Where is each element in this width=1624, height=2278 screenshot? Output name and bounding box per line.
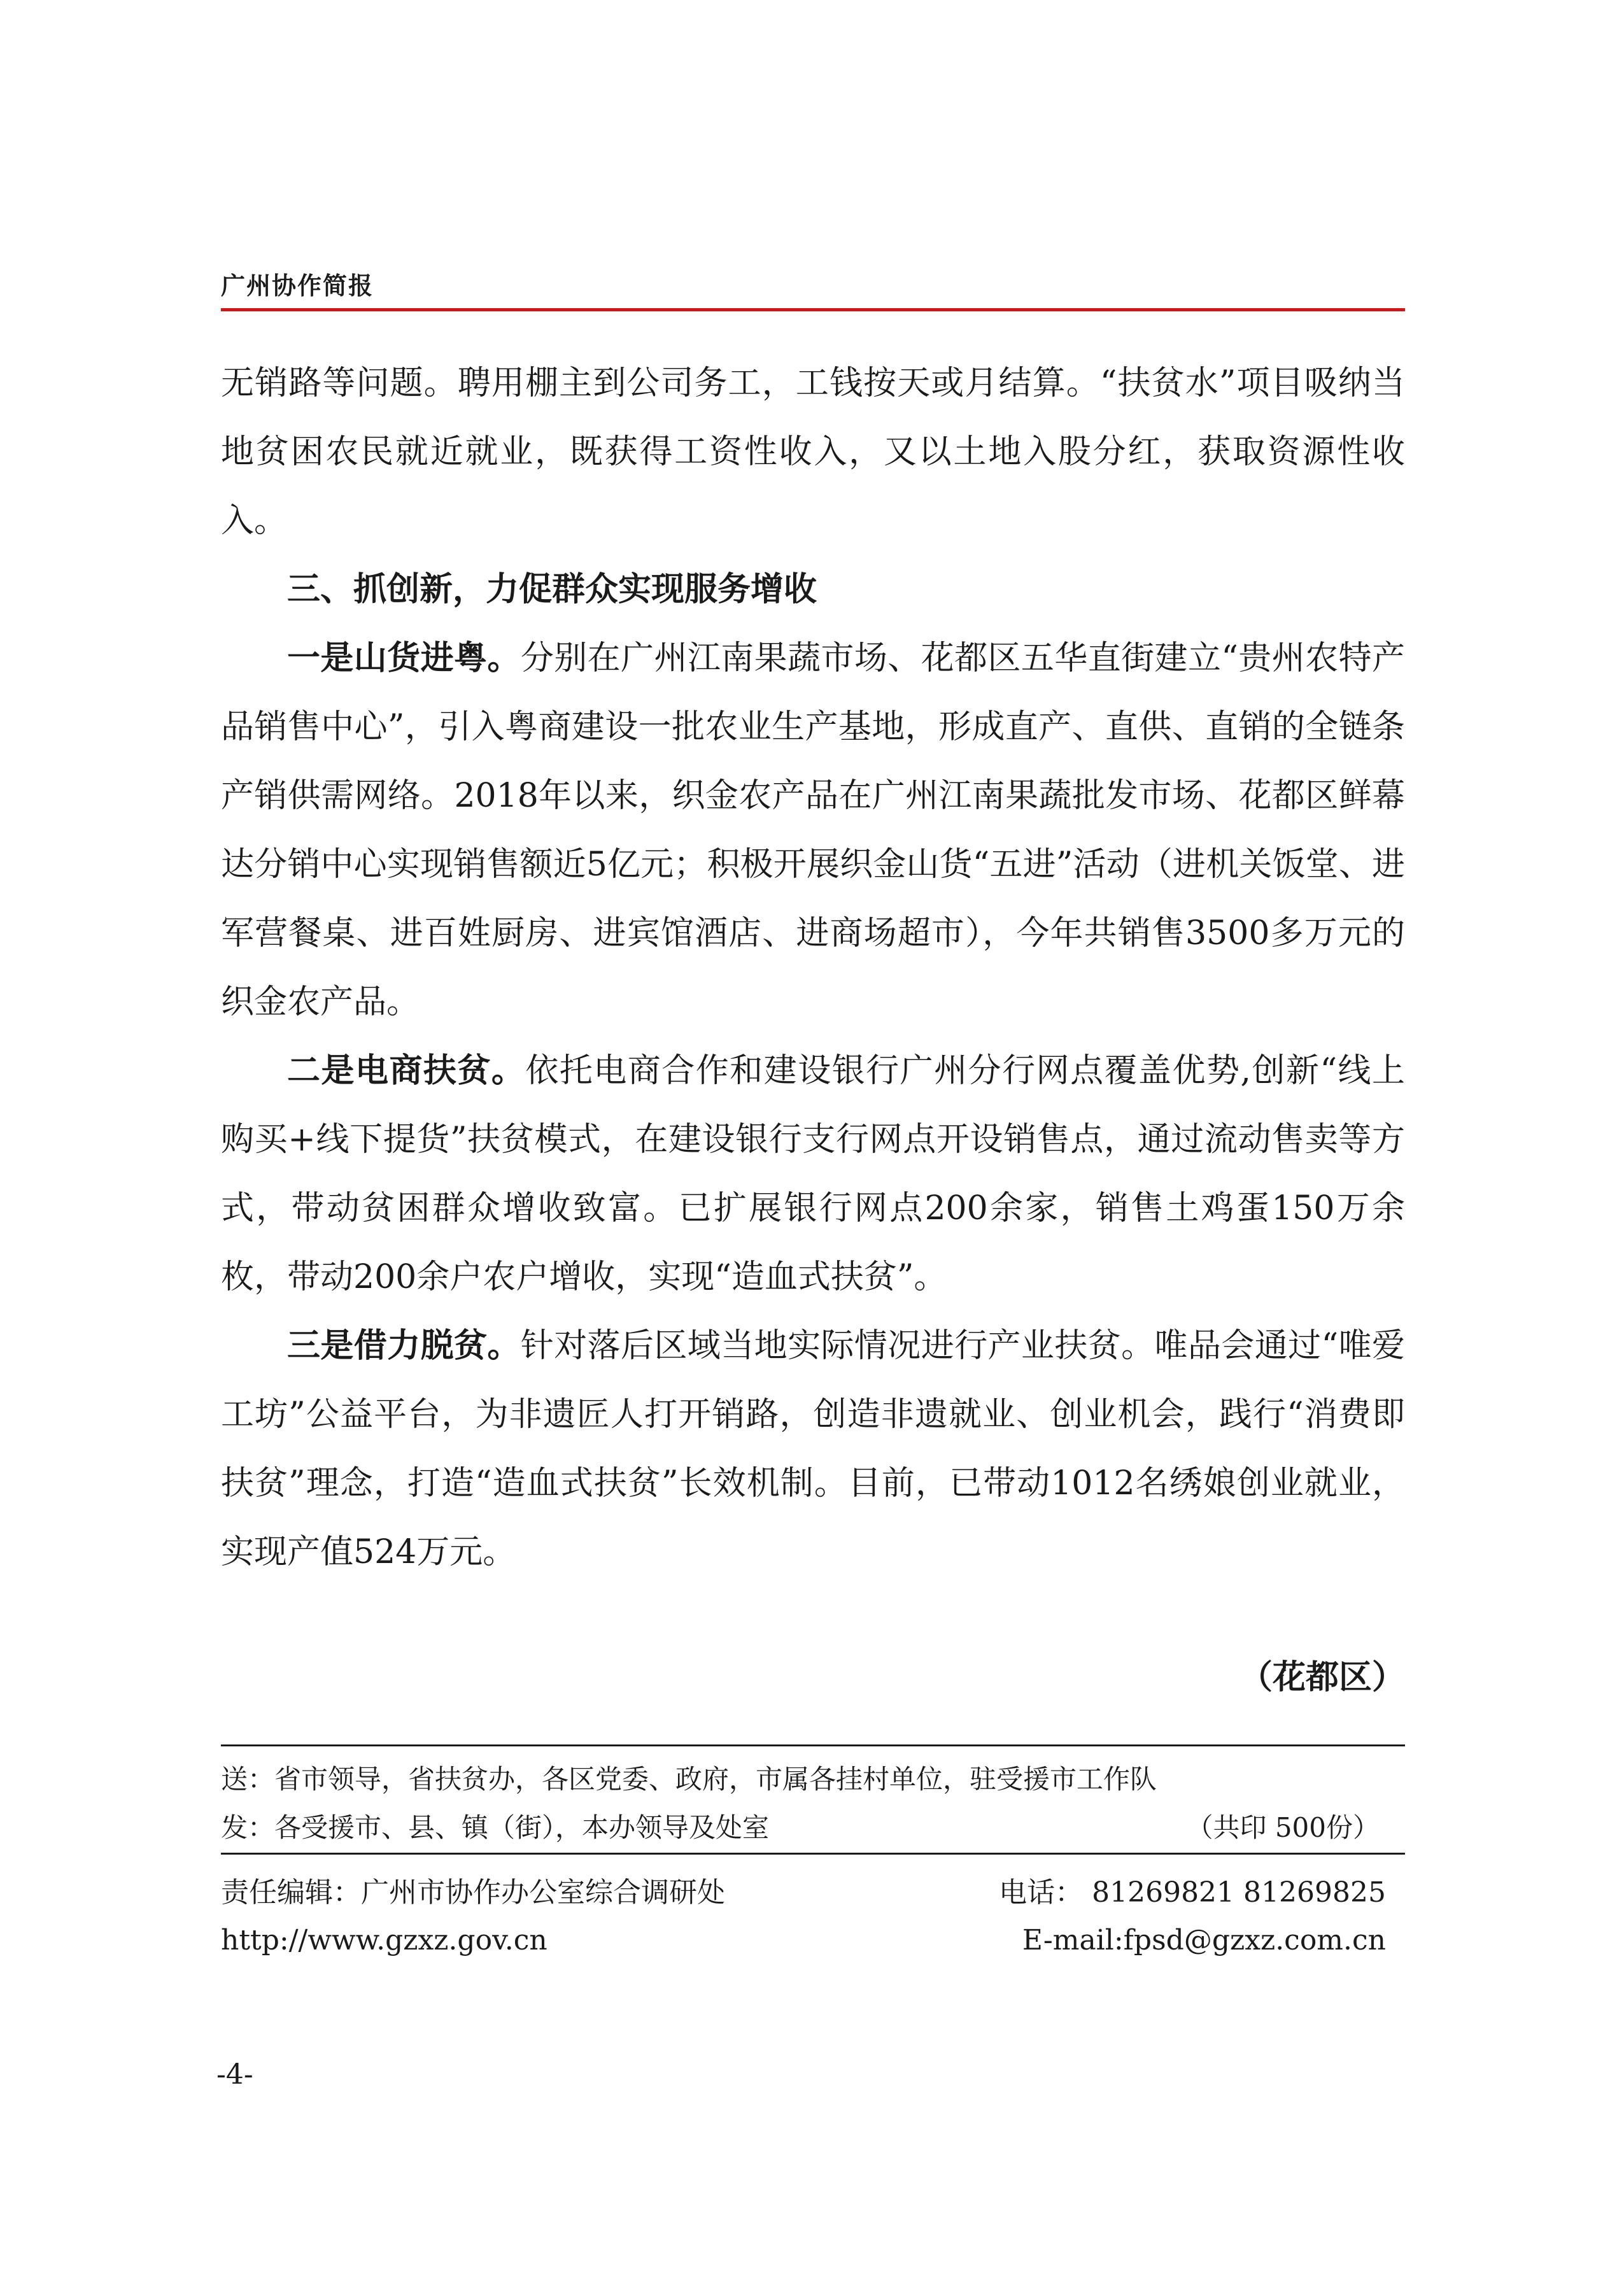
item-3-lead: 三是借力脱贫。 <box>287 1327 521 1365</box>
send-to-line <box>221 1758 1405 1797</box>
header-red-rule <box>221 308 1405 311</box>
website-link[interactable]: http://www.gzxz.gov.cn <box>221 1924 547 1956</box>
item-2-lead: 二是电商扶贫。 <box>287 1052 526 1090</box>
issue-to-line <box>221 1807 1405 1845</box>
item-1-text: 分别在广州江南果蔬市场、花都区五华直街建立“贵州农特产品销售中心”，引入粤商建设一批农业生产基地，形成直产、直供、直销的全链条产销供需网络。2018年以来，织金农产品在广州江南果蔬批发市场、花都区鲜幕达分销中心实现销售额近5亿元；积极开展织金山货“五进”活动（进机关饭堂、进军营餐桌、进百姓厨房、进宾馆酒店、进商场超市），今年共销售3500多万元的织金农产品。 <box>221 639 1405 1021</box>
page-number: -4- <box>216 2058 253 2091</box>
distribution-bottom-rule <box>221 1853 1405 1855</box>
item-3-text: 针对落后区域当地实际情况进行产业扶贫。唯品会通过“唯爱工坊”公益平台，为非遗匠人打开销路，创造非遗就业、创业机会，践行“消费即扶贫”理念，打造“造血式扶贫”长效机制。目前，已带动1012名绣娘创业就业，实现产值524万元。 <box>221 1327 1405 1571</box>
intro-paragraph: 无销路等问题。聘用棚主到公司务工，工钱按天或月结算。“扶贫水”项目吸纳当地贫困农民就近就业，既获得工资性收入，又以土地入股分红，获取资源性收入。 <box>221 364 1405 540</box>
header-title: 广州协作简报 <box>221 272 374 300</box>
section-title: 三、抓创新，力促群众实现服务增收 <box>287 570 817 609</box>
item-1-lead: 一是山货进粤。 <box>287 639 521 677</box>
print-count: （共印 500份） <box>1186 1812 1380 1843</box>
source-attribution: （花都区） <box>1239 1659 1405 1697</box>
paragraph-item-2 <box>221 1036 1405 1312</box>
send-to-text: 送：省市领导，省扶贫办，各区党委、政府，市属各挂村单位，驻受援市工作队 <box>221 1764 1157 1795</box>
paragraph-item-3 <box>221 1312 1405 1587</box>
distribution-top-rule <box>221 1744 1405 1746</box>
item-2-text: 依托电商合作和建设银行广州分行网点覆盖优势,创新“线上购买+线下提货”扶贫模式，在建设银行支行网点开设销售点，通过流动售卖等方式，带动贫困群众增收致富。已扩展银行网点200余家，销售土鸡蛋150万余枚，带动200余户农户增收，实现“造血式扶贫”。 <box>221 1052 1405 1296</box>
paragraph-item-1 <box>221 624 1405 1036</box>
phone-text: 电话： 81269821 81269825 <box>999 1876 1386 1909</box>
email-link[interactable]: E-mail:fpsd@gzxz.com.cn <box>1022 1924 1386 1956</box>
article-body <box>221 349 1405 1587</box>
issue-to-text: 发：各受援市、县、镇（街），本办领导及处室 <box>221 1812 770 1843</box>
editor-text: 责任编辑：广州市协作办公室综合调研处 <box>221 1876 725 1909</box>
web-line <box>221 1924 1386 1956</box>
editor-line <box>221 1869 1386 1910</box>
